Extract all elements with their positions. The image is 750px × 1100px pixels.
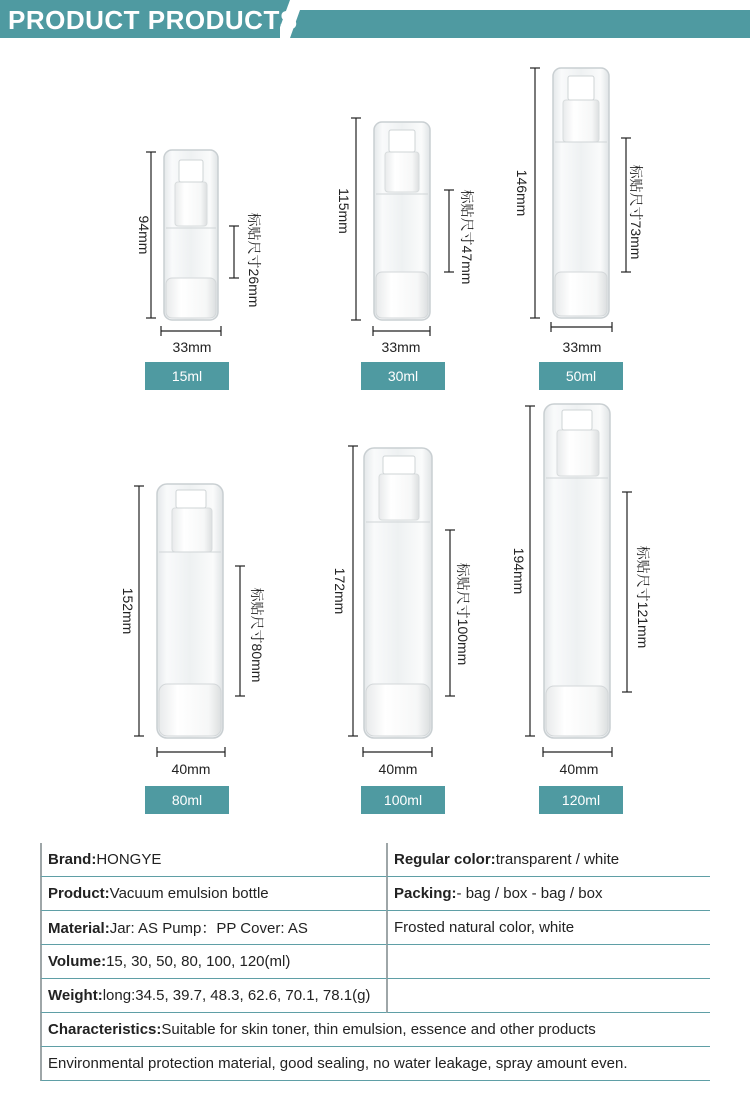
label-size-value: 121mm	[635, 601, 651, 649]
label-size-prefix: 标贴尺寸	[459, 189, 475, 246]
bottle-120ml	[544, 404, 610, 738]
label-size-prefix: 标贴尺寸	[249, 587, 265, 644]
width-label-50ml: 33mm	[562, 339, 602, 355]
spec-value: Frosted natural color, white	[394, 919, 575, 936]
capacity-tag-15ml: 15ml	[145, 362, 229, 390]
spec-packing	[386, 877, 710, 911]
height-label-120ml: 194mm	[511, 547, 527, 595]
spec-label: Weight:	[48, 987, 103, 1004]
height-label-100ml: 172mm	[332, 567, 348, 615]
width-label-80ml: 40mm	[171, 761, 211, 777]
spec-value: Environmental protection material, good sealing, no water leakage, spray amount even.	[48, 1055, 628, 1072]
capacity-tag-120ml: 120ml	[539, 786, 623, 814]
label-size-prefix: 标贴尺寸	[628, 164, 644, 221]
bottle-15ml	[164, 150, 218, 320]
label-size-80ml	[249, 588, 265, 683]
label-size-15ml	[246, 213, 262, 308]
spec-value: Jar: AS Pump：PP Cover: AS	[109, 920, 308, 937]
height-label-50ml: 146mm	[514, 169, 530, 217]
label-size-prefix: 标贴尺寸	[246, 212, 262, 269]
spec-value: - bag / box - bag / box	[456, 885, 603, 902]
width-label-30ml: 33mm	[381, 339, 421, 355]
spec-label: Volume:	[48, 953, 107, 970]
spec-empty-cell	[386, 979, 710, 1013]
label-size-value: 73mm	[628, 220, 644, 260]
spec-label: Material:	[48, 920, 110, 937]
table-row	[40, 945, 710, 979]
spec-table	[40, 843, 710, 1081]
spec-label: Product:	[48, 885, 110, 902]
capacity-tag-50ml: 50ml	[539, 362, 623, 390]
label-size-value: 80mm	[249, 643, 265, 683]
table-row	[40, 979, 710, 1013]
spec-material	[40, 911, 386, 945]
width-label-15ml: 33mm	[172, 339, 212, 355]
page-title: PRODUCT PRODUCTS	[8, 5, 298, 35]
table-row	[40, 1047, 710, 1081]
spec-volume	[40, 945, 386, 979]
bottle-100ml	[364, 448, 432, 738]
label-size-value: 26mm	[246, 268, 262, 308]
spec-value: Vacuum emulsion bottle	[109, 885, 269, 902]
spec-regular-color	[386, 843, 710, 877]
capacity-tag-30ml: 30ml	[361, 362, 445, 390]
label-size-100ml	[455, 563, 471, 666]
table-row	[40, 1013, 710, 1047]
table-row	[40, 877, 710, 911]
label-size-prefix: 标贴尺寸	[635, 545, 651, 602]
spec-label: Brand:	[48, 851, 97, 868]
label-size-prefix: 标贴尺寸	[455, 562, 471, 619]
height-label-80ml: 152mm	[120, 587, 136, 635]
spec-value: transparent / white	[495, 851, 620, 868]
bottle-30ml	[374, 122, 430, 320]
spec-brand	[40, 843, 386, 877]
width-label-100ml: 40mm	[378, 761, 418, 777]
table-row	[40, 843, 710, 877]
spec-label: Packing:	[394, 885, 457, 902]
bottle-80ml	[157, 484, 223, 738]
spec-value: long:34.5, 39.7, 48.3, 62.6, 70.1, 78.1(g)	[102, 987, 371, 1004]
spec-empty-cell	[386, 945, 710, 979]
table-row	[40, 911, 710, 945]
width-label-120ml: 40mm	[559, 761, 599, 777]
label-size-30ml	[459, 190, 475, 285]
label-size-50ml	[628, 165, 644, 260]
spec-weight	[40, 979, 386, 1013]
height-label-15ml: 94mm	[136, 215, 152, 255]
height-label-30ml: 115mm	[336, 188, 352, 234]
spec-value: HONGYE	[96, 851, 162, 868]
bottle-50ml	[553, 68, 609, 318]
spec-environment	[40, 1047, 710, 1081]
label-size-value: 100mm	[455, 618, 471, 666]
label-size-value: 47mm	[459, 245, 475, 285]
label-size-120ml	[635, 546, 651, 649]
capacity-tag-100ml: 100ml	[361, 786, 445, 814]
capacity-tag-80ml: 80ml	[145, 786, 229, 814]
spec-label: Characteristics:	[48, 1021, 162, 1038]
spec-product	[40, 877, 386, 911]
spec-value: Suitable for skin toner, thin emulsion, essence and other products	[161, 1021, 596, 1038]
spec-label: Regular color:	[394, 851, 496, 868]
spec-finish	[386, 911, 710, 945]
spec-characteristics	[40, 1013, 710, 1047]
spec-value: 15, 30, 50, 80, 100, 120(ml)	[106, 953, 291, 970]
